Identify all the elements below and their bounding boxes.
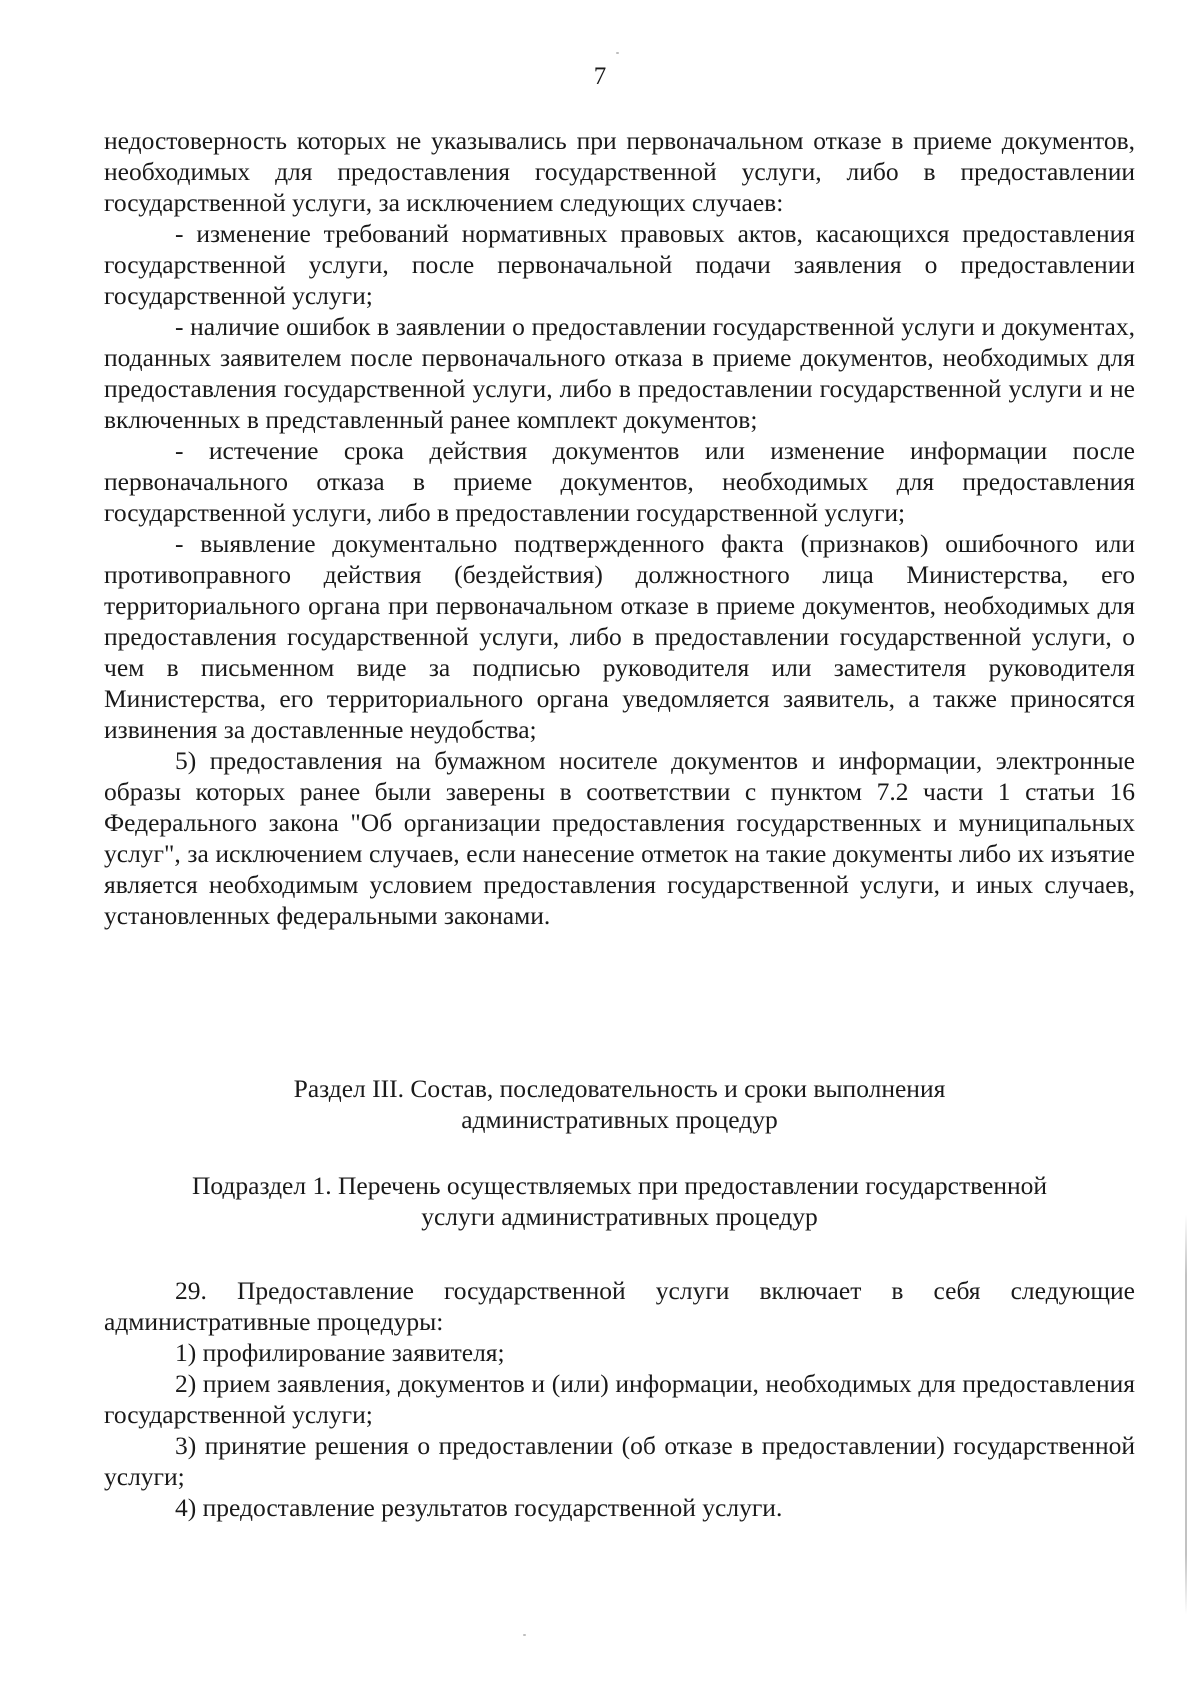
list-item-paragraph: 2) прием заявления, документов и (или) информации, необходимых для предоставления государственной услуги; [104,1369,1135,1429]
list-item-paragraph: - выявление документально подтвержденного факта (признаков) ошибочного или противоправного действия (бездействия) должностного лица Министерства, его территориального органа при первоначальном отказе в приеме документов, необходимых для предоставления государственной услуги, либо в предоставлении государственной услуги, о чем в письменном виде за подписью руководителя или заместителя руководителя Министерства, его территориального органа уведомляется заявитель, а также приносятся извинения за доставленные неудобства; [104,529,1135,744]
numbered-paragraph: 5) предоставления на бумажном носителе документов и информации, электронные образы которых ранее были заверены в соответствии с пунктом 7.2 части 1 статьи 16 Федерального закона "Об организации предоставления государственных и муниципальных услуг", за исключением случаев, если нанесение отметок на такие документы либо их изъятие является необходимым условием предоставления государственной услуги, и иных случаев, установленных федеральными законами. [104,746,1135,930]
list-item-paragraph: 4) предоставление результатов государственной услуги. [175,1493,783,1522]
list-item-paragraph: 3) принятие решения о предоставлении (об отказе в предоставлении) государственной услуги; [104,1431,1135,1491]
paragraph: недостоверность которых не указывались при первоначальном отказе в приеме документов, необходимых для предоставления государственной услуги, либо в предоставлении государственной услуги, за исключением следующих случаев: [104,126,1135,217]
list-item-paragraph: - истечение срока действия документов или изменение информации после первоначального отказа в приеме документов, необходимых для предоставления государственной услуги, либо в предоставлении государственной услуги; [104,436,1135,527]
scan-edge-shadow [1185,1215,1187,1615]
scan-speck [523,1634,526,1636]
list-item-paragraph: - наличие ошибок в заявлении о предоставлении государственной услуги и документах, поданных заявителем после первоначального отказа в приеме документов, необходимых для предоставления государственной услуги, либо в предоставлении государственной услуги и не включенных в представленный ранее комплект документов; [104,312,1135,434]
section-heading-line: Раздел III. Состав, последовательность и сроки выполнения [293,1074,946,1103]
page-number: 7 [593,63,607,90]
section-heading-line: административных процедур [461,1105,778,1134]
subsection-heading-line: Подраздел 1. Перечень осуществляемых при предоставлении государственной [191,1171,1048,1200]
list-item-paragraph: 1) профилирование заявителя; [175,1338,505,1367]
body-text-top [104,125,1135,931]
scan-speck [616,52,619,54]
section-heading [104,1073,1135,1135]
numbered-paragraph: 29. Предоставление государственной услуги включает в себя следующие административные процедуры: [104,1276,1135,1336]
body-text-bottom [104,1275,1135,1523]
subsection-heading [104,1170,1135,1232]
subsection-heading-line: услуги административных процедур [421,1202,818,1231]
list-item-paragraph: - изменение требований нормативных правовых актов, касающихся предоставления государственной услуги, после первоначальной подачи заявления о предоставлении государственной услуги; [104,219,1135,310]
